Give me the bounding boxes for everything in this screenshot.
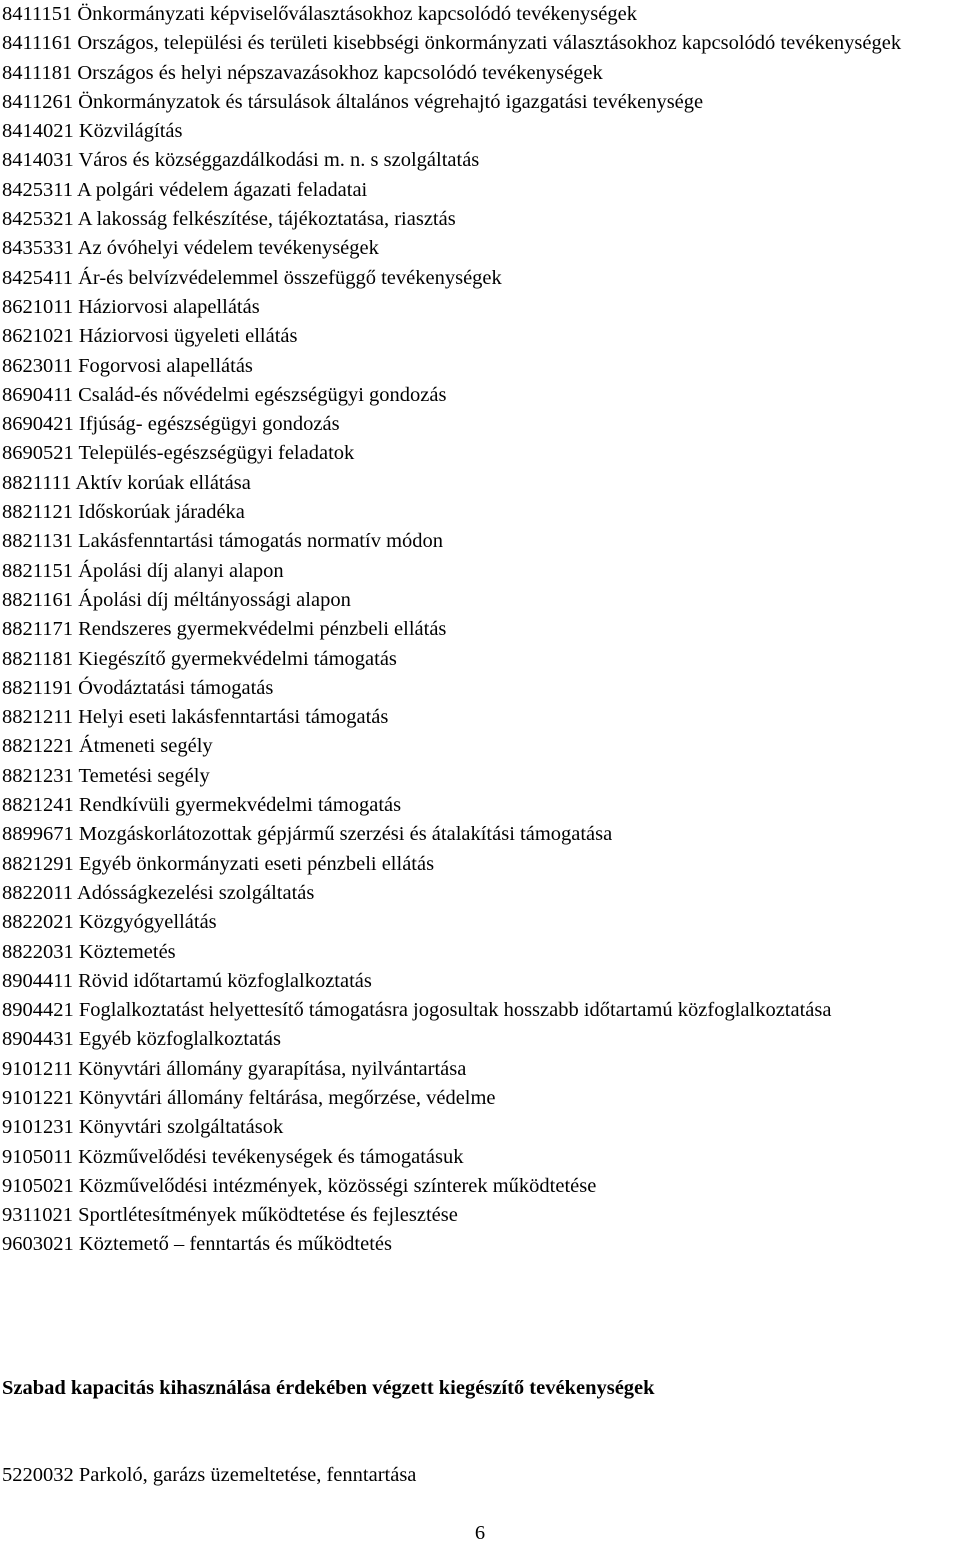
activity-item: 8621021 Háziorvosi ügyeleti ellátás: [2, 325, 298, 348]
activity-item: 8821221 Átmeneti segély: [2, 735, 213, 758]
activity-item: 8822021 Közgyógyellátás: [2, 911, 217, 934]
activity-item: 8411261 Önkormányzatok és társulások általános végrehajtó igazgatási tevékenysége: [2, 90, 704, 113]
section-item: 5220032 Parkoló, garázs üzemeltetése, fenntartása: [2, 1464, 417, 1486]
activity-item: 8904431 Egyéb közfoglalkoztatás: [2, 1028, 281, 1051]
activity-item: 8821291 Egyéb önkormányzati eseti pénzbeli ellátás: [2, 852, 435, 875]
activity-item: 8822011 Adósságkezelési szolgáltatás: [2, 881, 315, 904]
page-number: 6: [474, 1522, 486, 1544]
activity-item: 8821241 Rendkívüli gyermekvédelmi támogatás: [2, 794, 402, 817]
activity-item: 8821231 Temetési segély: [2, 764, 210, 787]
activity-item: 9101231 Könyvtári szolgáltatások: [2, 1116, 284, 1139]
activity-item: 8411161 Országos, települési és területi kisebbségi önkormányzati választásokhoz kapcsolódó tevékenységek: [2, 32, 902, 55]
activity-item: 9603021 Köztemető – fenntartás és működtetés: [2, 1233, 392, 1256]
activity-item: 8414021 Közvilágítás: [2, 120, 183, 143]
activity-item: 8821111 Aktív korúak ellátása: [2, 471, 251, 494]
section-heading: Szabad kapacitás kihasználása érdekében végzett kiegészítő tevékenységek: [2, 1377, 655, 1399]
activity-item: 8821211 Helyi eseti lakásfenntartási támogatás: [2, 706, 389, 729]
activity-item: 8821131 Lakásfenntartási támogatás normatív módon: [2, 530, 444, 553]
activity-item: 8435331 Az óvóhelyi védelem tevékenységek: [2, 237, 379, 260]
activity-item: 8821151 Ápolási díj alanyi alapon: [2, 559, 284, 582]
activity-item: 8899671 Mozgáskorlátozottak gépjármű szerzési és átalakítási támogatása: [2, 823, 613, 846]
activity-item: 8425411 Ár-és belvízvédelemmel összefüggő tevékenységek: [2, 266, 502, 289]
activity-item: 8904411 Rövid időtartamú közfoglalkoztatás: [2, 969, 372, 992]
activity-item: 8623011 Fogorvosi alapellátás: [2, 354, 253, 377]
activity-item: 8822031 Köztemetés: [2, 940, 176, 963]
activity-item: 8411181 Országos és helyi népszavazásokhoz kapcsolódó tevékenységek: [2, 61, 603, 84]
activity-item: 8821171 Rendszeres gyermekvédelmi pénzbeli ellátás: [2, 618, 447, 641]
section-list: [2, 1461, 960, 1490]
activity-item: 8904421 Foglalkoztatást helyettesítő támogatásra jogosultak hosszabb időtartamú közfoglalkoztatása: [2, 999, 832, 1022]
activity-item: 9101211 Könyvtári állomány gyarapítása, nyilvántartása: [2, 1057, 467, 1080]
activity-item: 8414031 Város és községgazdálkodási m. n. s szolgáltatás: [2, 149, 480, 172]
activity-item: 8821121 Időskorúak járadéka: [2, 501, 245, 524]
activity-item: 8425321 A lakosság felkészítése, tájékoztatása, riasztás: [2, 208, 456, 231]
activity-item: 8821191 Óvodáztatási támogatás: [2, 676, 274, 699]
activity-item: 8690411 Család-és nővédelmi egészségügyi gondozás: [2, 383, 447, 406]
activity-item: 8411151 Önkormányzati képviselőválasztásokhoz kapcsolódó tevékenységek: [2, 3, 637, 25]
activity-item: 9311021 Sportlétesítmények működtetése és fejlesztése: [2, 1204, 458, 1227]
activity-list: [2, 0, 960, 1260]
activity-item: 9105021 Közművelődési intézmények, közösségi színterek működtetése: [2, 1174, 597, 1197]
activity-item: 8690521 Település-egészségügyi feladatok: [2, 442, 355, 465]
activity-item: 9105011 Közművelődési tevékenységek és támogatásuk: [2, 1145, 464, 1168]
activity-item: 8821181 Kiegészítő gyermekvédelmi támogatás: [2, 647, 397, 670]
activity-item: 9101221 Könyvtári állomány feltárása, megőrzése, védelme: [2, 1086, 496, 1109]
activity-item: 8690421 Ifjúság- egészségügyi gondozás: [2, 413, 340, 436]
activity-item: 8425311 A polgári védelem ágazati feladatai: [2, 178, 368, 201]
activity-item: 8621011 Háziorvosi alapellátás: [2, 295, 260, 318]
activity-item: 8821161 Ápolási díj méltányossági alapon: [2, 588, 351, 611]
